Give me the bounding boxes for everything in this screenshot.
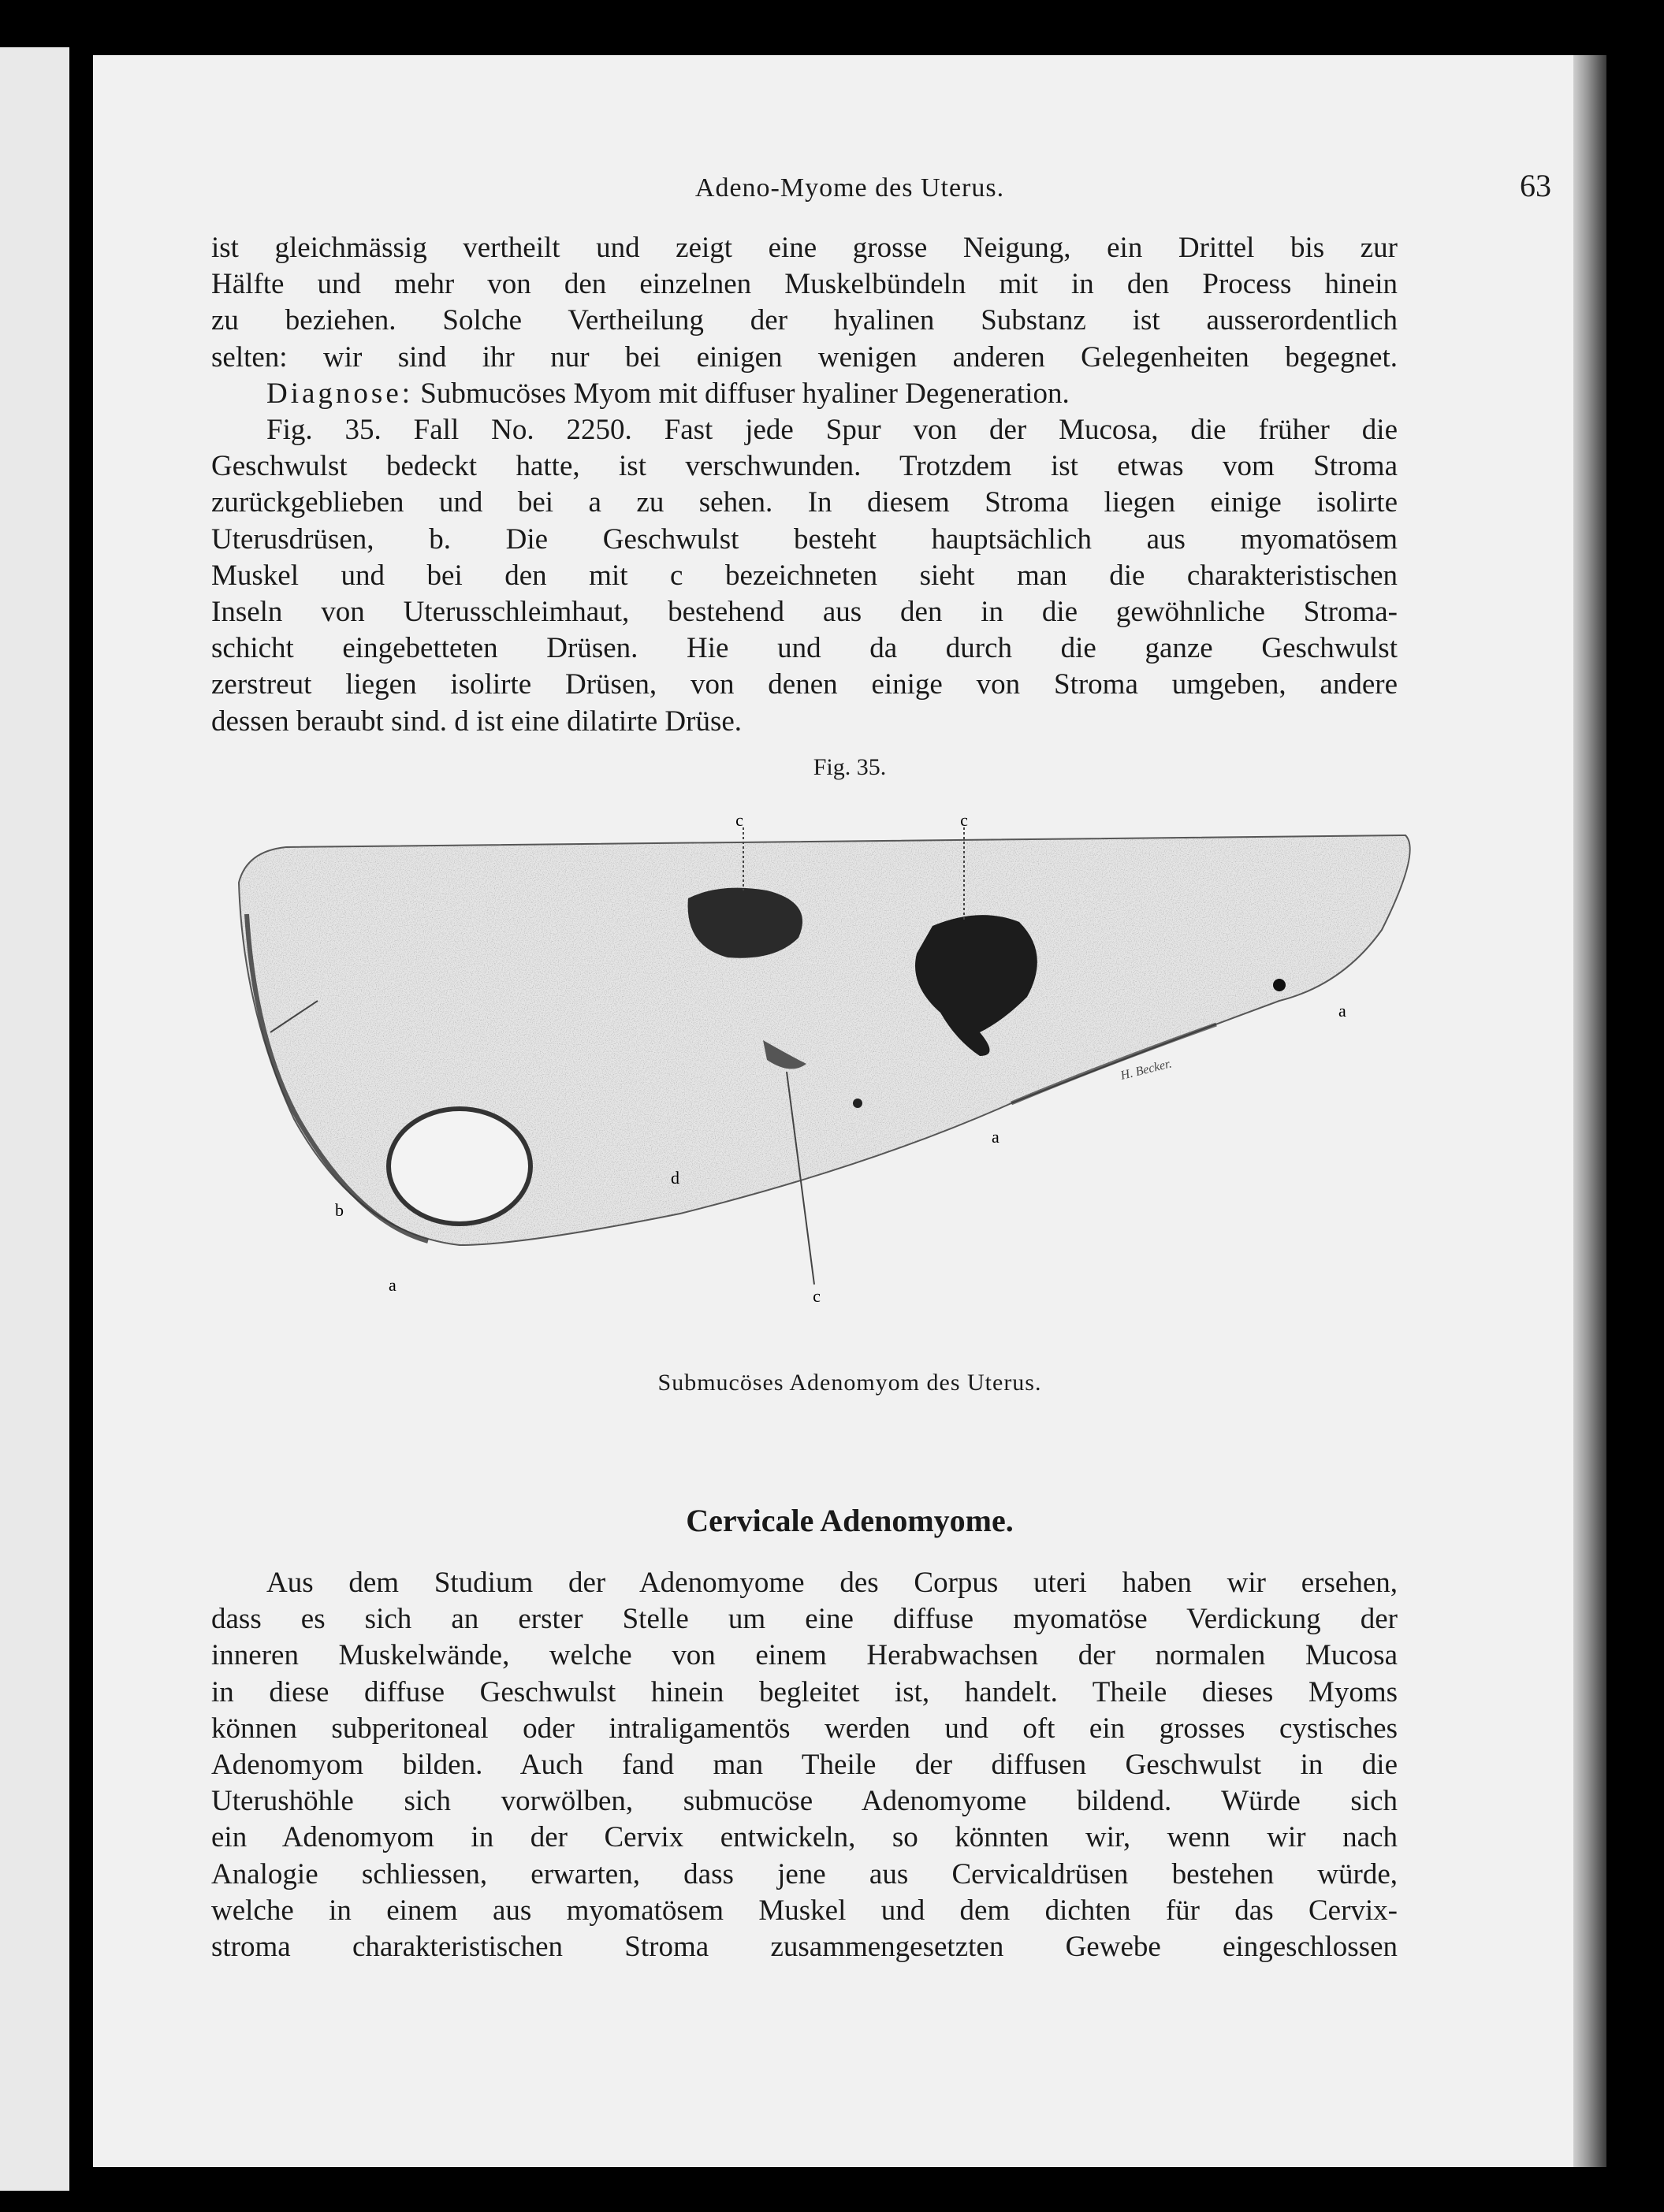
text-line: selten: wir sind ihr nur bei einigen wenigen anderen Gelegenheiten begegnet. xyxy=(211,340,1398,374)
text-line: Geschwulst bedeckt hatte, ist verschwunden. Trotzdem ist etwas vom Stroma xyxy=(211,450,1398,483)
diagnose-label: Diagnose: xyxy=(266,377,414,410)
text-line: dessen beraubt sind. d ist eine dilatirte Drüse. xyxy=(211,704,743,738)
label-a2: a xyxy=(992,1127,1000,1147)
running-header xyxy=(93,167,1606,214)
text-line: Adenomyom bilden. Auch fand man Theile der diffusen Geschwulst in die xyxy=(211,1749,1398,1782)
running-title: Adeno-Myome des Uterus. xyxy=(694,173,1005,203)
label-c3: c xyxy=(813,1286,821,1306)
previous-page-edge xyxy=(0,47,69,2191)
paragraph-cervical xyxy=(211,1565,1398,1965)
text-line: Uterushöhle sich vorwölben, submucöse Adenomyome bildend. Würde sich xyxy=(211,1785,1398,1818)
text-line: Muskel und bei den mit c bezeichneten sieht man die charakteristischen xyxy=(211,559,1398,592)
text-line: dass es sich an erster Stelle um eine diffuse myomatöse Verdickung der xyxy=(211,1603,1398,1636)
label-a3: a xyxy=(389,1275,396,1295)
text-line: Inseln von Uterusschleimhaut, bestehend aus den in die gewöhnliche Stroma- xyxy=(211,596,1398,629)
text-line: ein Adenomyom in der Cervix entwickeln, so könnten wir, wenn wir nach xyxy=(211,1821,1398,1854)
paragraph-fig35 xyxy=(211,412,1398,740)
text-line: inneren Muskelwände, welche von einem Herabwachsen der normalen Mucosa xyxy=(211,1639,1398,1672)
text-line: Hälfte und mehr von den einzelnen Muskelbündeln mit in den Process hinein xyxy=(211,268,1398,301)
text-line: können subperitoneal oder intraligamentös werden und oft ein grosses cystisches xyxy=(211,1712,1398,1745)
figure-caption: Submucöses Adenomyom des Uterus. xyxy=(657,1370,1042,1396)
figure-label: Fig. 35. xyxy=(813,754,887,780)
page-number: 63 xyxy=(1520,168,1551,203)
text-line: welche in einem aus myomatösem Muskel und dem dichten für das Cervix- xyxy=(211,1894,1398,1927)
text-line: zerstreut liegen isolirte Drüsen, von denen einige von Stroma umgeben, andere xyxy=(211,668,1398,701)
text-line: Uterusdrüsen, b. Die Geschwulst besteht hauptsächlich aus myomatösem xyxy=(211,522,1398,556)
section-heading: Cervicale Adenomyome. xyxy=(686,1503,1014,1538)
label-b: b xyxy=(335,1200,344,1220)
label-c2: c xyxy=(960,810,968,830)
histology-figure xyxy=(223,804,1453,1355)
text-line: Fig. 35. Fall No. 2250. Fast jede Spur von der Mucosa, die früher die xyxy=(266,414,1398,446)
label-d: d xyxy=(671,1168,679,1188)
text-line: in diese diffuse Geschwulst hinein begleitet ist, handelt. Theile dieses Myoms xyxy=(211,1675,1398,1708)
text-line: Aus dem Studium der Adenomyome des Corpus uteri haben wir ersehen, xyxy=(266,1567,1398,1599)
page-binding-edge xyxy=(1573,55,1606,2167)
dilated-gland-d xyxy=(389,1109,530,1224)
label-c1: c xyxy=(735,810,743,830)
text-line: Analogie schliessen, erwarten, dass jene aus Cervicaldrüsen bestehen würde, xyxy=(211,1857,1398,1890)
diagnose-text: Submucöses Myom mit diffuser hyaliner Degeneration. xyxy=(420,377,1070,410)
label-a1: a xyxy=(1338,1001,1346,1020)
paragraph-continued xyxy=(211,230,1398,412)
text-line: ist gleichmässig vertheilt und zeigt eine grosse Neigung, ein Drittel bis zur xyxy=(211,232,1398,264)
text-line: schicht eingebetteten Drüsen. Hie und da durch die ganze Geschwulst xyxy=(211,632,1398,665)
artist-signature: H. Becker. xyxy=(1119,1057,1174,1083)
diagnose-line xyxy=(211,376,1398,412)
text-line: stroma charakteristischen Stroma zusammengesetzten Gewebe eingeschlossen xyxy=(211,1931,1398,1964)
text-line: zurückgeblieben und bei a zu sehen. In diesem Stroma liegen einige isolirte xyxy=(211,486,1398,519)
book-page xyxy=(93,55,1606,2167)
text-line: zu beziehen. Solche Vertheilung der hyalinen Substanz ist ausserordentlich xyxy=(211,304,1398,337)
